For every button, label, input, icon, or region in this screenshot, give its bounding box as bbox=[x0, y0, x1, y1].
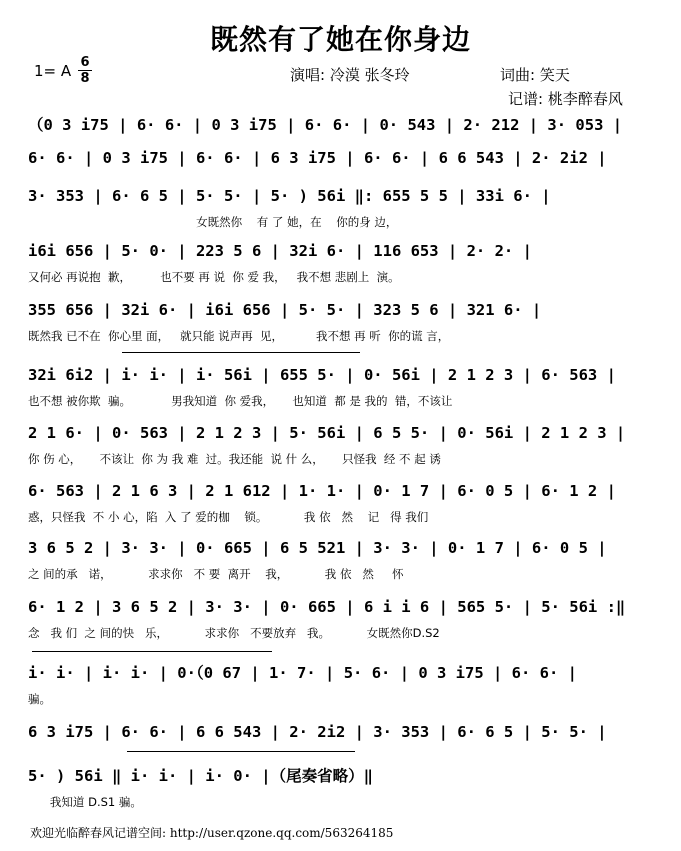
transcriber-credit: 记谱: 桃李醉春风 bbox=[508, 90, 623, 108]
volta-bracket-3 bbox=[127, 751, 355, 752]
notation-line: 2 1 6· | 0· 563 | 2 1 2 3 | 5· 56i | 6 5 5· | 0· 56i | 2 1 2 3 | bbox=[28, 424, 626, 442]
time-signature-bottom: 8 bbox=[80, 71, 90, 86]
lyrics-line: 又何必 再说抱 歉， 也不要 再 说 你 爱 我， 我不想 悲剧上 演。 bbox=[28, 270, 400, 284]
notation-line: 3 6 5 2 | 3· 3· | 0· 665 | 6 5 521 | 3· 3· | 0· 1 7 | 6· 0 5 | bbox=[28, 539, 607, 557]
notation-line: i6i 656 | 5· 0· | 223 5 6 | 32i 6· | 116 653 | 2· 2· | bbox=[28, 242, 532, 260]
volta-bracket-1 bbox=[122, 352, 360, 353]
notation-line: i· i· | i· i· | 0·（0 67 | 1· 7· | 5· 6· | 0 3 i75 | 6· 6· | bbox=[28, 664, 577, 682]
song-title: 既然有了她在你身边 bbox=[209, 23, 471, 56]
lyrics-line: 之 间的承 诺， 求求你 不 要 离开 我， 我 依 然 怀 bbox=[28, 567, 404, 581]
score-system-11 bbox=[28, 660, 656, 708]
score-system-13 bbox=[28, 763, 656, 811]
volta-bracket-2 bbox=[32, 651, 272, 652]
time-signature bbox=[78, 56, 92, 85]
score-system-4 bbox=[28, 238, 656, 286]
notation-line: 32i 6i2 | i· i· | i· 56i | 655 5· | 0· 56i | 2 1 2 3 | 6· 563 | bbox=[28, 366, 616, 384]
notation-line: 6 3 i75 | 6· 6· | 6 6 543 | 2· 2i2 | 3· 353 | 6· 6 5 | 5· 5· | bbox=[28, 723, 607, 741]
lyrics-line: 念 我 们 之 间的快 乐， 求求你 不要放弃 我。 女既然你D.S2 bbox=[28, 626, 440, 640]
score-system-10 bbox=[28, 594, 656, 642]
score-system-9 bbox=[28, 535, 656, 583]
score-system-5 bbox=[28, 297, 656, 345]
notation-line: （0 3 i75 | 6· 6· | 0 3 i75 | 6· 6· | 0· 543 | 2· 212 | 3· 053 | bbox=[28, 116, 623, 134]
score-system-8 bbox=[28, 478, 656, 526]
singers-credit: 演唱: 冷漠 张冬玲 bbox=[290, 66, 410, 84]
lyrics-line: 既然我 已不在 你心里 面， 就只能 说声再 见， 我不想 再 听 你的谎 言， bbox=[28, 329, 450, 343]
lyrics-line: 女既然你 有 了 她，在 你的身 边， bbox=[28, 215, 398, 229]
lyrics-line: 骗。 bbox=[28, 692, 51, 706]
notation-line: 5· ) 56i ‖ i· i· | i· 0· |（尾奏省略）‖ bbox=[28, 767, 373, 785]
lyrics-line: 惑，只怪我 不 小 心，陷 入 了 爱的枷 锁。 我 依 然 记 得 我们 bbox=[28, 510, 429, 524]
lyrics-line: 也不想 被你欺 骗。 男我知道 你 爱我， 也知道 都 是 我的 错，不该让 bbox=[28, 394, 453, 408]
lyrics-line: 我知道 D.S1 骗。 bbox=[28, 795, 142, 809]
notation-line: 3· 353 | 6· 6 5 | 5· 5· | 5· ) 56i ‖: 655 5 5 | 33i 6· | bbox=[28, 187, 551, 205]
notation-line: 6· 6· | 0 3 i75 | 6· 6· | 6 3 i75 | 6· 6· | 6 6 543 | 2· 2i2 | bbox=[28, 149, 607, 167]
score-system-6 bbox=[28, 362, 656, 410]
score-system-3 bbox=[28, 183, 656, 231]
score-system-7 bbox=[28, 420, 656, 468]
lyricist-credit: 词曲: 笑天 bbox=[500, 66, 570, 84]
footer-note: 欢迎光临醉春风记谱空间: http://user.qzone.qq.com/563264185 bbox=[30, 826, 394, 840]
lyrics-line: 你 伤 心， 不该让 你 为 我 难 过。我还能 说 什 么， 只怪我 经 不 起 诱 bbox=[28, 452, 441, 466]
score-system-12 bbox=[28, 719, 656, 767]
time-signature-top: 6 bbox=[80, 55, 90, 70]
key-signature: 1= A bbox=[34, 62, 72, 80]
notation-line: 6· 1 2 | 3 6 5 2 | 3· 3· | 0· 665 | 6 i i 6 | 565 5· | 5· 56i :‖ bbox=[28, 598, 626, 616]
notation-line: 6· 563 | 2 1 6 3 | 2 1 612 | 1· 1· | 0· 1 7 | 6· 0 5 | 6· 1 2 | bbox=[28, 482, 616, 500]
notation-line: 355 656 | 32i 6· | i6i 656 | 5· 5· | 323 5 6 | 321 6· | bbox=[28, 301, 542, 319]
